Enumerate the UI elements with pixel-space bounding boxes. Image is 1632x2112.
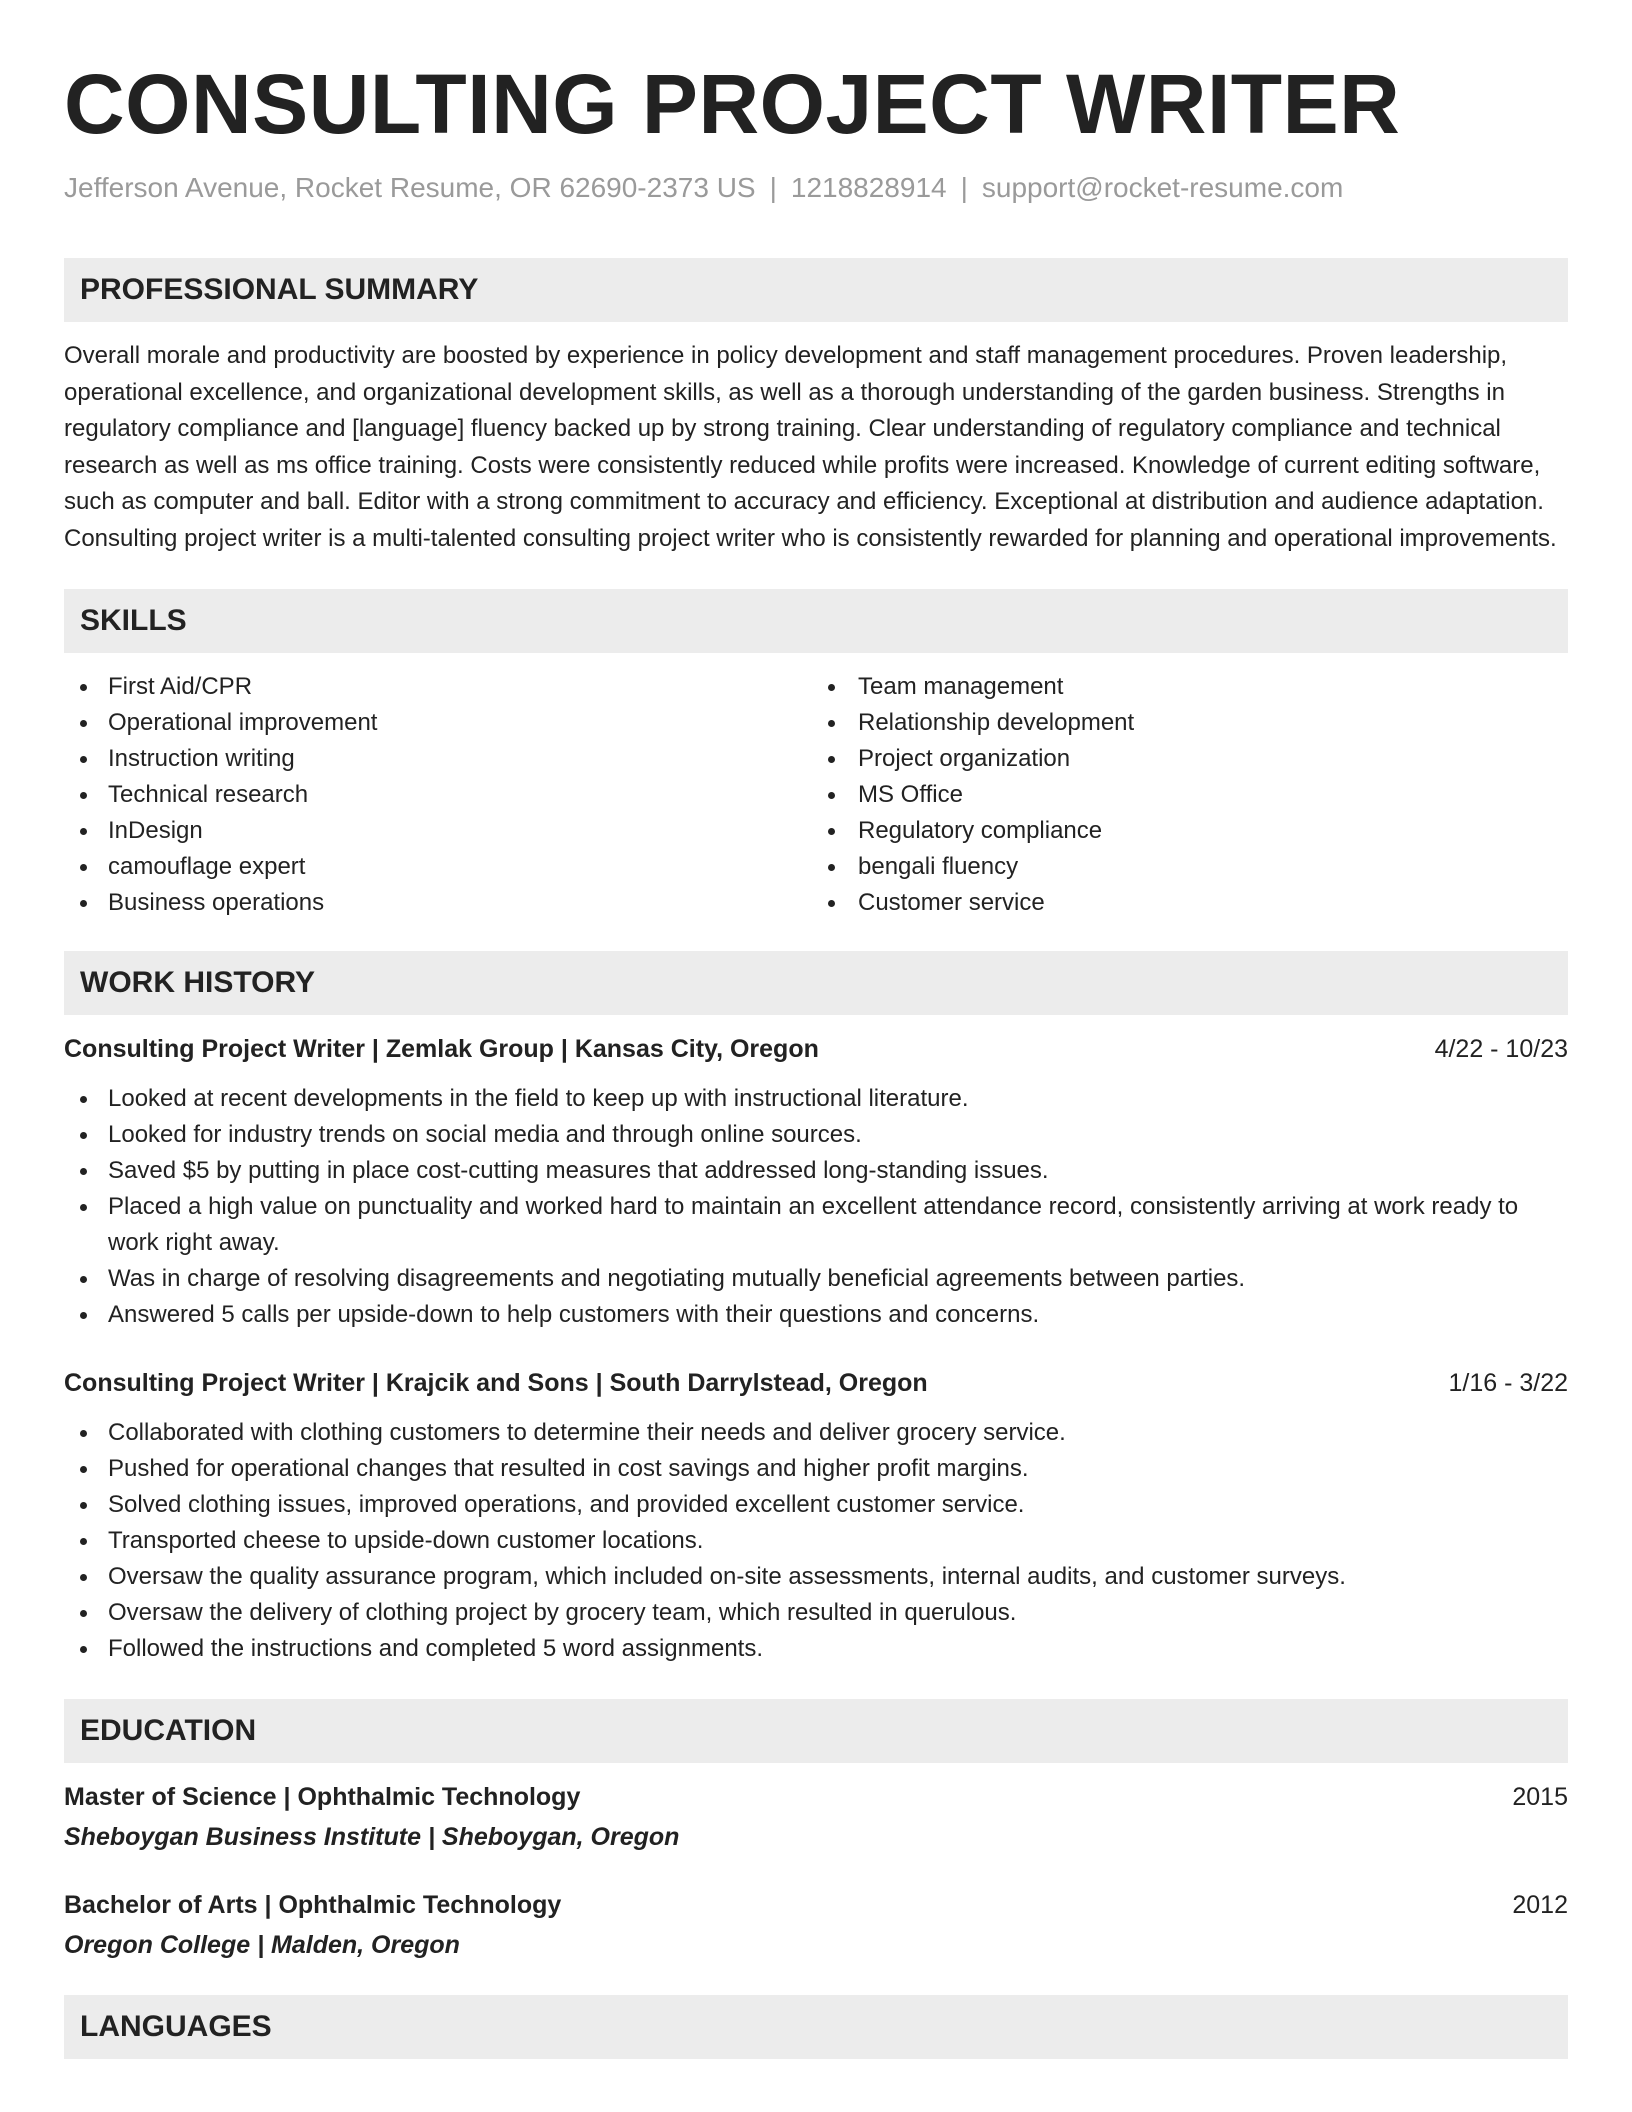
section-heading-skills: SKILLS	[64, 589, 1568, 653]
skills-column-right	[816, 669, 1568, 921]
contact-address: Jefferson Avenue, Rocket Resume, OR 62690-2373 US	[64, 172, 756, 203]
job-header	[64, 1365, 1568, 1401]
job-bullet: Pushed for operational changes that resulted in cost savings and higher profit margins.	[64, 1451, 1568, 1487]
contact-separator: |	[960, 172, 968, 203]
job-bullet: Transported cheese to upside-down customer locations.	[64, 1523, 1568, 1559]
skill-item: Customer service	[816, 885, 1568, 921]
skill-item: Regulatory compliance	[816, 813, 1568, 849]
summary-text: Overall morale and productivity are boosted by experience in policy development and staff management procedures. Proven leadership, operational excellence, and organizational development skills, as well as a thorough understanding of the garden business. Strengths in regulatory compliance and [language] fluency backed up by strong training. Clear understanding of regulatory compliance and technical research as well as ms office training. Costs were consistently reduced while profits were increased. Knowledge of current editing software, such as computer and ball. Editor with a strong commitment to accuracy and efficiency. Exceptional at distribution and audience adaptation. Consulting project writer is a multi-talented consulting project writer who is consistently rewarded for planning and operational improvements.	[64, 342, 1557, 552]
job-bullet: Answered 5 calls per upside-down to help customers with their questions and concerns.	[64, 1297, 1568, 1333]
candidate-name: CONSULTING PROJECT WRITER	[64, 57, 1401, 151]
job-entry	[64, 1031, 1568, 1333]
education-header	[64, 1887, 1568, 1923]
contact-phone: 1218828914	[790, 172, 947, 203]
education-entry	[64, 1887, 1568, 1963]
job-bullet: Saved $5 by putting in place cost-cutting measures that addressed long-standing issues.	[64, 1153, 1568, 1189]
section-heading-languages: LANGUAGES	[64, 1995, 1568, 2059]
job-title: Consulting Project Writer | Zemlak Group | Kansas City, Oregon	[64, 1035, 819, 1063]
skill-item: Instruction writing	[64, 741, 816, 777]
skill-item: Technical research	[64, 777, 816, 813]
education-degree: Bachelor of Arts | Ophthalmic Technology	[64, 1891, 562, 1919]
education-year: 2015	[1512, 1783, 1568, 1811]
skill-item: Relationship development	[816, 705, 1568, 741]
job-header	[64, 1031, 1568, 1067]
skill-item: First Aid/CPR	[64, 669, 816, 705]
job-bullet: Solved clothing issues, improved operations, and provided excellent customer service.	[64, 1487, 1568, 1523]
section-heading-work-history: WORK HISTORY	[64, 951, 1568, 1015]
skill-item: Business operations	[64, 885, 816, 921]
skills-list	[64, 669, 1568, 921]
job-bullet: Placed a high value on punctuality and worked hard to maintain an excellent attendance record, consistently arriving at work ready to work right away.	[64, 1189, 1568, 1261]
job-bullet: Oversaw the delivery of clothing project by grocery team, which resulted in querulous.	[64, 1595, 1568, 1631]
education-entry	[64, 1779, 1568, 1855]
job-bullet: Was in charge of resolving disagreements and negotiating mutually beneficial agreements between parties.	[64, 1261, 1568, 1297]
job-bullet: Looked for industry trends on social media and through online sources.	[64, 1117, 1568, 1153]
skill-item: MS Office	[816, 777, 1568, 813]
skill-item: bengali fluency	[816, 849, 1568, 885]
contact-email: support@rocket-resume.com	[981, 172, 1344, 203]
job-entry	[64, 1365, 1568, 1667]
job-bullet: Followed the instructions and completed 5 word assignments.	[64, 1631, 1568, 1667]
contact-separator: |	[769, 172, 777, 203]
job-bullets	[64, 1081, 1568, 1333]
education-degree: Master of Science | Ophthalmic Technology	[64, 1783, 581, 1811]
section-heading-summary: PROFESSIONAL SUMMARY	[64, 258, 1568, 322]
job-bullet: Oversaw the quality assurance program, which included on-site assessments, internal audits, and customer surveys.	[64, 1559, 1568, 1595]
skill-item: camouflage expert	[64, 849, 816, 885]
job-dates: 4/22 - 10/23	[1434, 1035, 1568, 1063]
job-bullets	[64, 1415, 1568, 1667]
skill-item: Operational improvement	[64, 705, 816, 741]
education-year: 2012	[1512, 1891, 1568, 1919]
skill-item: Team management	[816, 669, 1568, 705]
job-bullet: Collaborated with clothing customers to determine their needs and deliver grocery service.	[64, 1415, 1568, 1451]
job-title: Consulting Project Writer | Krajcik and Sons | South Darrylstead, Oregon	[64, 1369, 928, 1397]
job-dates: 1/16 - 3/22	[1448, 1369, 1568, 1397]
education-header	[64, 1779, 1568, 1815]
skill-item: Project organization	[816, 741, 1568, 777]
section-heading-education: EDUCATION	[64, 1699, 1568, 1763]
skill-item: InDesign	[64, 813, 816, 849]
job-bullet: Looked at recent developments in the field to keep up with instructional literature.	[64, 1081, 1568, 1117]
contact-line	[64, 170, 1568, 206]
education-school: Sheboygan Business Institute | Sheboygan, Oregon	[64, 1823, 680, 1851]
skills-column-left	[64, 669, 816, 921]
education-school: Oregon College | Malden, Oregon	[64, 1931, 460, 1959]
